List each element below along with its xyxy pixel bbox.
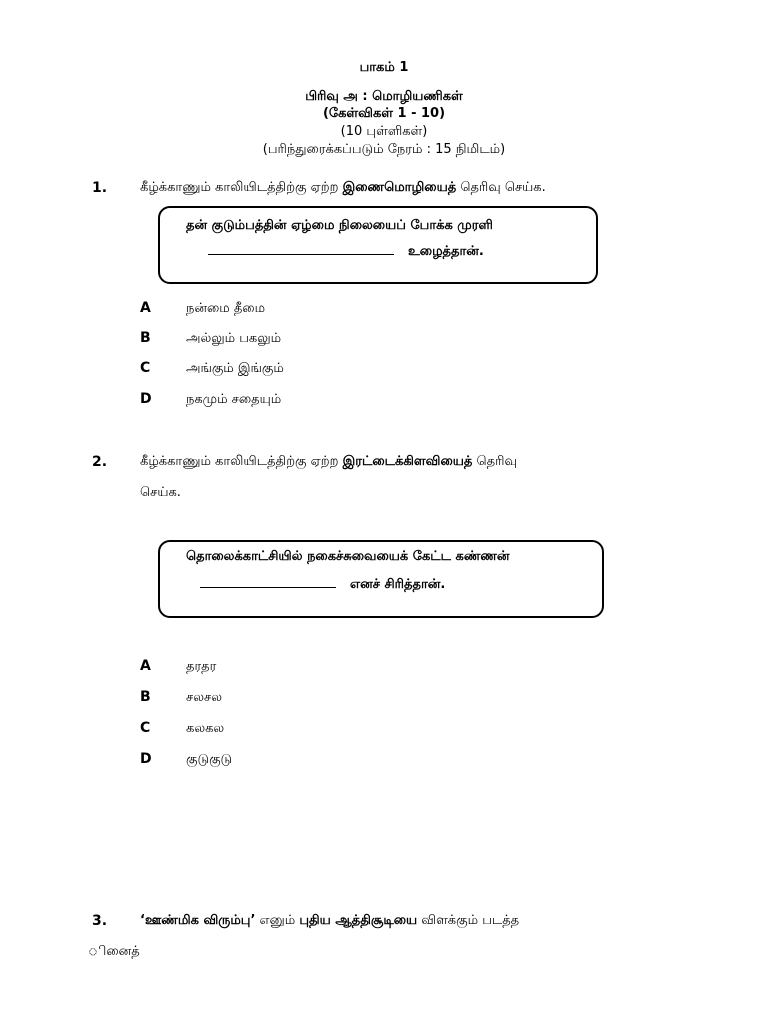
question-2-number: 2. <box>92 454 108 470</box>
answer-blank <box>200 577 336 588</box>
question-2-text-line2: செய்க. <box>140 485 181 500</box>
marks-note: (10 புள்ளிகள்) <box>340 124 428 139</box>
q2-option-d-letter: D <box>140 751 152 767</box>
q2-option-c-text: கலகல <box>186 721 225 736</box>
q2-option-a-letter: A <box>140 658 151 674</box>
answer-blank <box>208 244 394 255</box>
section-heading: பிரிவு அ : மொழியணிகள் <box>305 89 463 104</box>
question-1-text: கீழ்க்காணும் காலியிடத்திற்கு ஏற்ற இணைமொழியைத் தெரிவு செய்க. <box>140 180 546 195</box>
q1-option-b-text: அல்லும் பகலும் <box>186 331 282 346</box>
q1-option-a-letter: A <box>140 300 151 316</box>
question-2-sentence-line1: தொலைக்காட்சியில் நகைச்சுவையைக் கேட்ட கண்ணன் <box>186 549 510 564</box>
q1-option-a-text: நன்மை தீமை <box>186 301 266 316</box>
q1-option-c-letter: C <box>140 360 151 376</box>
q1-option-b-letter: B <box>140 330 151 346</box>
question-3-number: 3. <box>92 913 108 929</box>
q1-option-d-letter: D <box>140 391 152 407</box>
time-note: (பரிந்துரைக்கப்படும் நேரம் : 15 நிமிடம்) <box>262 142 506 157</box>
q2-option-d-text: குடுகுடு <box>186 752 233 767</box>
question-1-number: 1. <box>92 180 108 196</box>
questions-range: (கேள்விகள் 1 - 10) <box>322 106 446 121</box>
q2-option-c-letter: C <box>140 720 151 736</box>
question-3-text-line2: ினைத் <box>88 944 140 959</box>
question-2-text: கீழ்க்காணும் காலியிடத்திற்கு ஏற்ற இரட்டைக்கிளவியைத் தெரிவு <box>140 454 517 469</box>
q2-option-a-text: தரதர <box>186 659 217 674</box>
part-heading: பாகம் 1 <box>359 60 409 75</box>
q1-option-c-text: அங்கும் இங்கும் <box>186 361 284 376</box>
question-2-sentence-line2: எனச் சிரித்தான். <box>200 577 445 593</box>
q2-option-b-text: சலசல <box>186 690 222 705</box>
question-1-sentence-line1: தன் குடும்பத்தின் ஏழ்மை நிலையைப் போக்க முரளி <box>186 218 493 233</box>
question-1-sentence-line2: உழைத்தான். <box>208 244 484 260</box>
question-3-text: ‘ஊண்மிக விரும்பு’ எனும் புதிய ஆத்திசூடியை விளக்கும் படத்த <box>140 913 520 928</box>
q2-option-b-letter: B <box>140 689 151 705</box>
q1-option-d-text: நகமும் சதையும் <box>186 392 282 407</box>
